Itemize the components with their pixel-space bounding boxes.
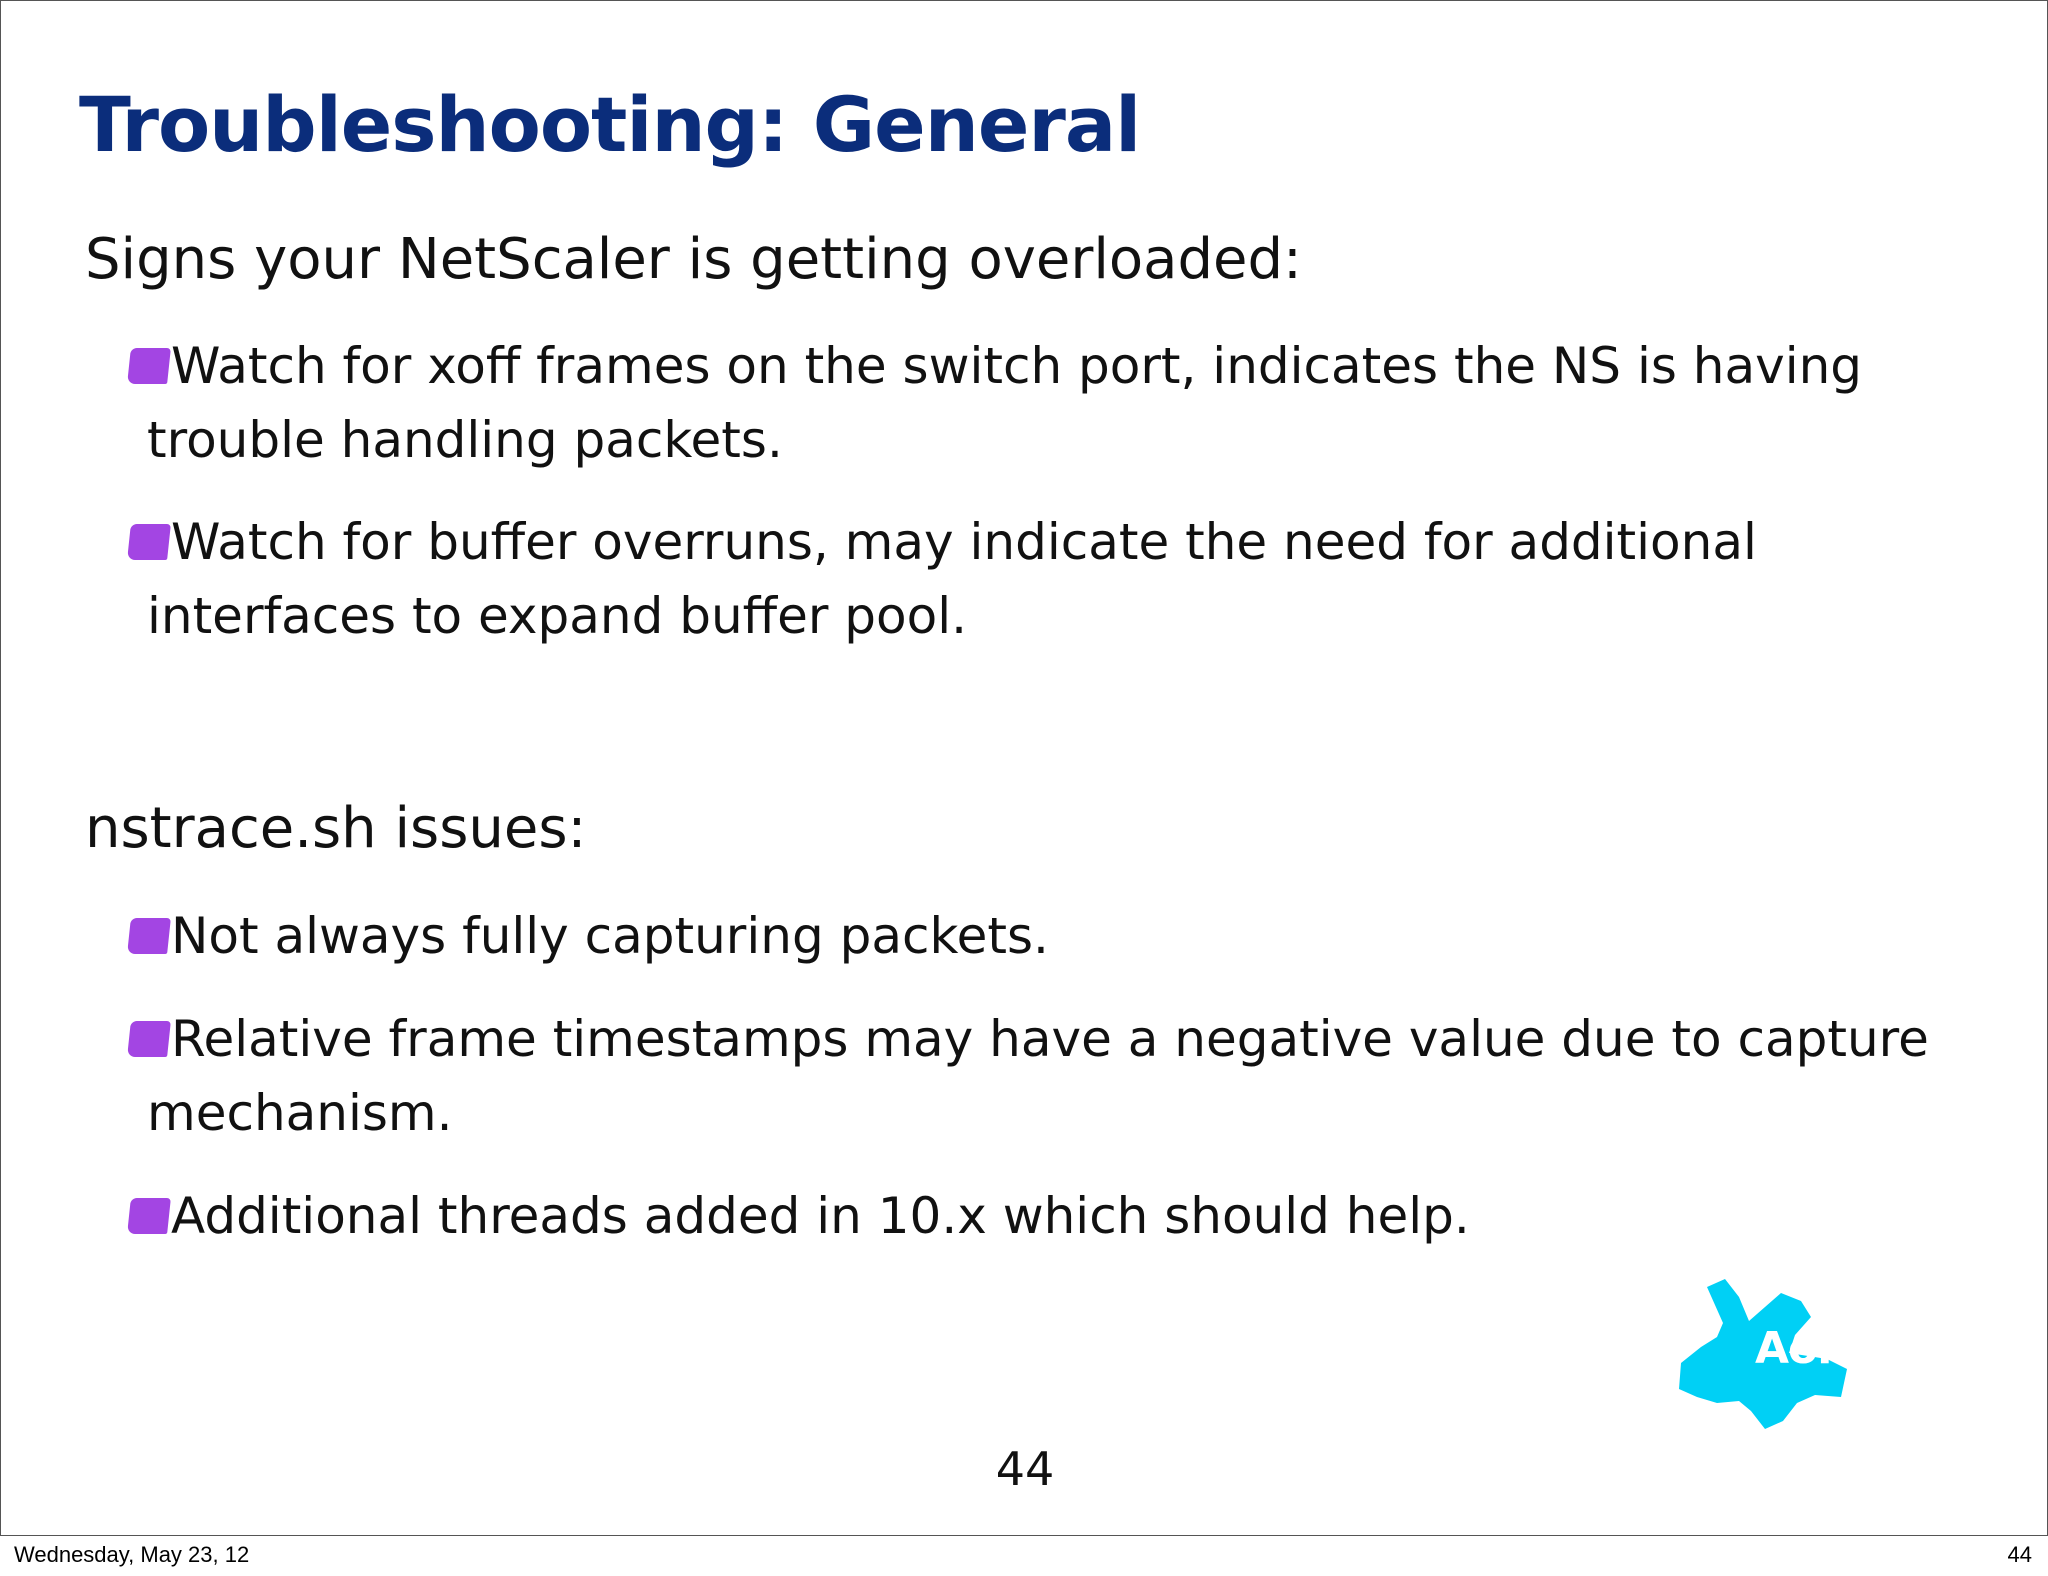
bullet-text: Not always fully capturing packets. [171, 907, 1049, 965]
bullet-text: Additional threads added in 10.x which should help. [171, 1187, 1470, 1245]
slide-page-number: 44 [995, 1442, 1055, 1496]
section-heading-nstrace: nstrace.sh issues: [85, 796, 587, 861]
bullet-item [129, 1002, 1949, 1150]
slide-title: Troubleshooting: General [79, 80, 1141, 169]
bullet-marker-icon [127, 1198, 171, 1234]
bullet-text: Watch for xoff frames on the switch port, indicates the NS is having trouble handling packets. [147, 337, 1863, 469]
bullet-item [129, 1179, 1949, 1253]
logo-wordmark: Aol. [1755, 1323, 1848, 1374]
bullet-item [129, 329, 1949, 477]
bullet-marker-icon [127, 918, 171, 954]
footer-date: Wednesday, May 23, 12 [14, 1542, 250, 1567]
bullet-item [129, 505, 1949, 653]
bullet-marker-icon [127, 348, 171, 384]
print-footer [0, 1536, 2048, 1576]
bullet-text: Watch for buffer overruns, may indicate the need for additional interfaces to expand buffer pool. [147, 513, 1757, 645]
bullet-marker-icon [127, 524, 171, 560]
aol-logo [1677, 1279, 1879, 1429]
section-heading-overload: Signs your NetScaler is getting overloaded: [85, 227, 1302, 292]
bullet-text: Relative frame timestamps may have a negative value due to capture mechanism. [147, 1010, 1929, 1142]
bullet-marker-icon [127, 1021, 171, 1057]
footer-page-number: 44 [2007, 1542, 2032, 1567]
bullet-item [129, 899, 1949, 973]
